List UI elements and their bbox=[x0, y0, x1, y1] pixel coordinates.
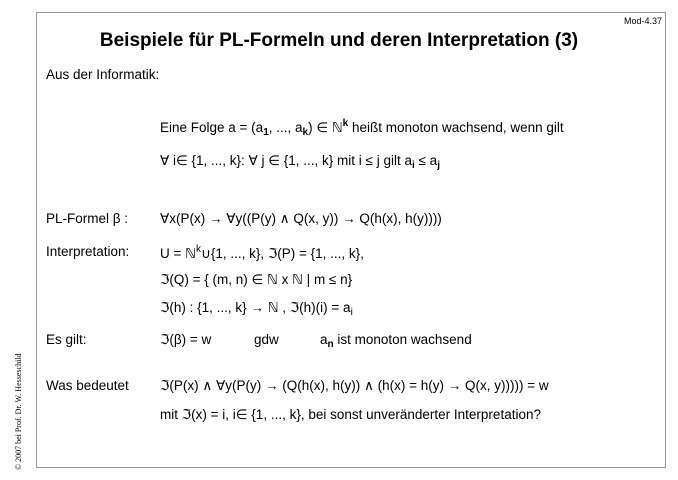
es-gilt-gdw: gdw bbox=[254, 332, 279, 347]
formel: ∀x(P(x) → ∀y((P(y) ∧ Q(x, y)) → Q(h(x), h(y)))) bbox=[160, 211, 442, 226]
folge-definition: Eine Folge $a = (a_1$, ..., $a_k$) ∈ ℕ$^k$ heißt monoton wachsend, wenn gilt bbox=[160, 118, 564, 138]
slide-id: Mod-4.37 bbox=[623, 16, 662, 26]
section-heading: Aus der Informatik: bbox=[46, 67, 160, 82]
question-formula: ℑ(P(x) ∧ ∀y(P(y) → (Q(h(x), h(y)) ∧ (h(x) = h(y) → Q(x, y))))) = w bbox=[160, 378, 549, 393]
question-label: Was bedeutet bbox=[46, 378, 129, 393]
interpretation-h: ℑ(h) : {1, ..., k} → ℕ , ℑ(h)(i) = $a_i$ bbox=[160, 300, 353, 318]
es-gilt-value: ℑ(β) = w bbox=[160, 332, 212, 347]
page-title: Beispiele für PL-Formeln und deren Interpretation (3) bbox=[99, 30, 579, 51]
interpretation-universe: U = ℕ$^k$∪{1, ..., k}, ℑ(P) = {1, ..., k}, bbox=[160, 244, 364, 261]
es-gilt-label: Es gilt: bbox=[46, 332, 87, 347]
interpretation-q: ℑ(Q) = { (m, n) ∈ ℕ x ℕ | m ≤ n} bbox=[160, 272, 353, 287]
monoton-condition: ∀ i∈ {1, ..., k}: ∀ j ∈ {1, ..., k} mit i ≤ j gilt $a_i \le a_j$ bbox=[160, 153, 440, 171]
es-gilt-statement: $a_n$ ist monoton wachsend bbox=[320, 332, 472, 350]
formel-label: PL-Formel β : bbox=[46, 211, 129, 226]
question-condition: mit ℑ(x) = i, i∈ {1, ..., k}, bei sonst unveränderter Interpretation? bbox=[160, 407, 541, 422]
interpretation-label: Interpretation: bbox=[46, 244, 130, 259]
copyright-note: © 2007 bei Prof. Dr. W. Hesseschild bbox=[14, 353, 23, 470]
